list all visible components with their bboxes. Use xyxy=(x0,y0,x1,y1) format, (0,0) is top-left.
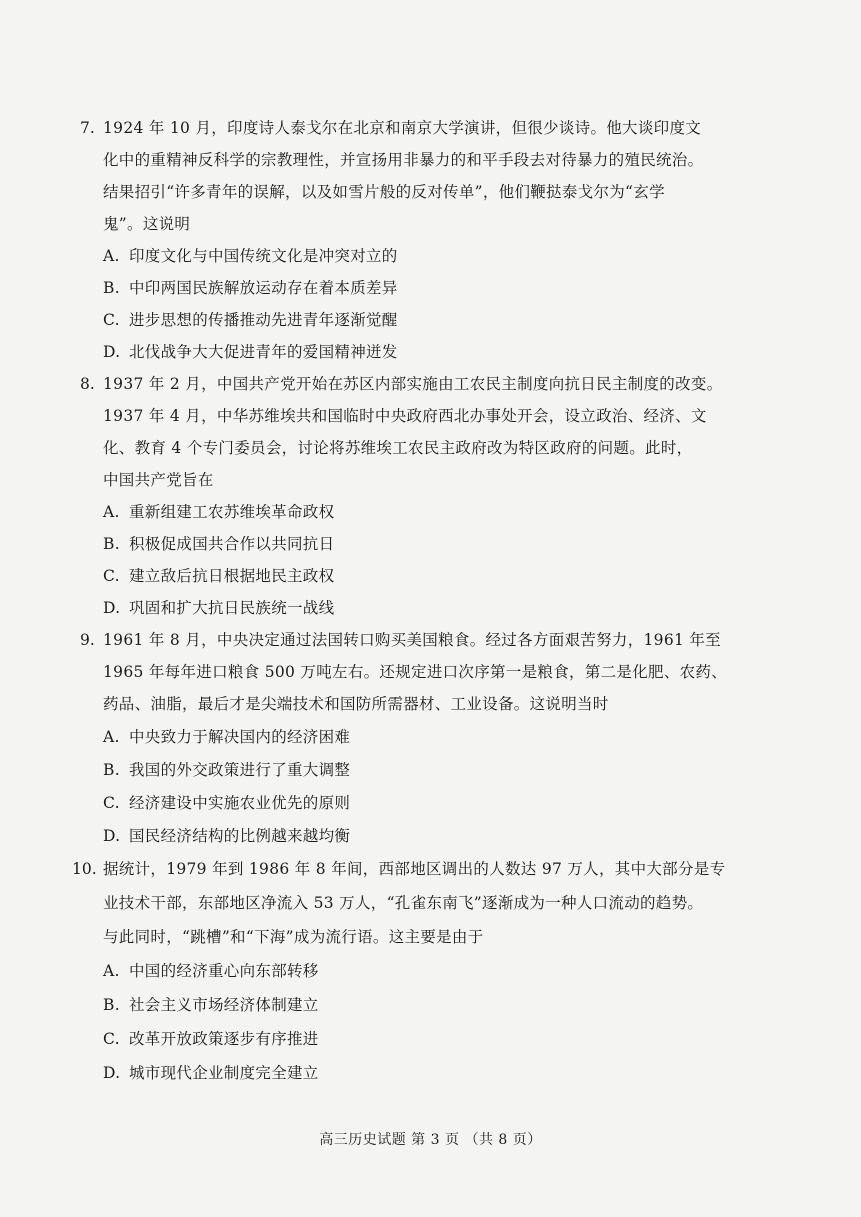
option-letter: D. xyxy=(103,827,121,845)
option-text: 城市现代企业制度完全建立 xyxy=(129,1064,319,1082)
option-c xyxy=(103,793,350,813)
question-stem-line: 药品、油脂，最后才是尖端技术和国防所需器材、工业设备。这说明当时 xyxy=(103,695,609,713)
option-text: 巩固和扩大抗日民族统一战线 xyxy=(129,599,335,617)
option-letter: C. xyxy=(103,1030,120,1048)
option-text: 我国的外交政策进行了重大调整 xyxy=(129,761,351,779)
option-text: 北伐战争大大促进青年的爱国精神迸发 xyxy=(129,343,398,361)
question-stem-line: 中国共产党旨在 xyxy=(103,471,214,489)
question-stem-line: 1965 年每年进口粮食 500 万吨左右。还规定进口次序第一是粮食，第二是化肥、农药、 xyxy=(103,663,728,681)
option-letter: C. xyxy=(103,311,120,329)
option-d xyxy=(103,1063,319,1083)
question-stem-line: 1937 年 2 月，中国共产党开始在苏区内部实施由工农民主制度向抗日民主制度的改变。 xyxy=(103,375,723,393)
option-c xyxy=(103,566,334,586)
option-text: 进步思想的传播推动先进青年逐渐觉醒 xyxy=(129,311,398,329)
option-letter: B. xyxy=(103,279,120,297)
option-a xyxy=(103,502,334,522)
question-stem-line: 业技术干部，东部地区净流入 53 万人，“孔雀东南飞”逐渐成为一种人口流动的趋势。 xyxy=(103,894,704,912)
question-stem-line: 据统计，1979 年到 1986 年 8 年间，西部地区调出的人数达 97 万人，其中大部分是专 xyxy=(103,860,726,878)
option-letter: D. xyxy=(103,1064,121,1082)
option-a xyxy=(103,727,350,747)
option-text: 改革开放政策逐步有序推进 xyxy=(129,1030,319,1048)
option-letter: B. xyxy=(103,761,120,779)
question-stem-line: 结果招引“许多青年的误解，以及如雪片般的反对传单”，他们鞭挞泰戈尔为“玄学 xyxy=(103,183,665,201)
option-text: 建立敌后抗日根据地民主政权 xyxy=(129,567,335,585)
option-text: 中国的经济重心向东部转移 xyxy=(129,962,319,980)
option-text: 重新组建工农苏维埃革命政权 xyxy=(129,503,335,521)
option-d xyxy=(103,342,398,362)
option-letter: D. xyxy=(103,343,121,361)
option-letter: A. xyxy=(103,962,120,980)
option-text: 中央致力于解决国内的经济困难 xyxy=(129,728,351,746)
option-letter: C. xyxy=(103,567,120,585)
option-letter: B. xyxy=(103,996,120,1014)
question-number: 8. xyxy=(80,375,95,393)
option-text: 中印两国民族解放运动存在着本质差异 xyxy=(129,279,398,297)
question-stem-line: 与此同时，“跳槽”和“下海”成为流行语。这主要是由于 xyxy=(103,928,484,946)
option-letter: A. xyxy=(103,503,120,521)
question-stem-line: 1937 年 4 月，中华苏维埃共和国临时中央政府西北办事处开会，设立政治、经济、文 xyxy=(103,407,707,425)
option-b xyxy=(103,278,398,298)
option-a xyxy=(103,961,319,981)
option-c xyxy=(103,310,398,330)
option-letter: A. xyxy=(103,728,120,746)
option-text: 印度文化与中国传统文化是冲突对立的 xyxy=(129,247,398,265)
option-text: 积极促成国共合作以共同抗日 xyxy=(129,535,335,553)
option-letter: C. xyxy=(103,794,120,812)
page-footer: 高三历史试题 第 3 页 （共 8 页） xyxy=(319,1132,542,1148)
option-b xyxy=(103,534,334,554)
option-text: 社会主义市场经济体制建立 xyxy=(129,996,319,1014)
question-number: 9. xyxy=(80,631,95,649)
question-stem-line: 鬼”。这说明 xyxy=(103,215,191,233)
option-c xyxy=(103,1029,319,1049)
option-text: 国民经济结构的比例越来越均衡 xyxy=(129,827,351,845)
question-stem-line: 化、教育 4 个专门委员会，讨论将苏维埃工农民主政府改为特区政府的问题。此时， xyxy=(103,439,693,457)
question-number: 7. xyxy=(80,119,95,137)
option-b xyxy=(103,995,319,1015)
option-d xyxy=(103,598,334,618)
option-letter: B. xyxy=(103,535,120,553)
option-a xyxy=(103,246,398,266)
option-text: 经济建设中实施农业优先的原则 xyxy=(129,794,351,812)
option-d xyxy=(103,826,350,846)
question-stem-line: 1924 年 10 月，印度诗人泰戈尔在北京和南京大学演讲，但很少谈诗。他大谈印度文 xyxy=(103,119,702,137)
option-b xyxy=(103,760,350,780)
question-number: 10. xyxy=(72,860,97,878)
option-letter: D. xyxy=(103,599,121,617)
option-letter: A. xyxy=(103,247,120,265)
question-stem-line: 化中的重精神反科学的宗教理性，并宣扬用非暴力的和平手段去对待暴力的殖民统治。 xyxy=(103,151,704,169)
question-stem-line: 1961 年 8 月，中央决定通过法国转口购买美国粮食。经过各方面艰苦努力，1961 年至 xyxy=(103,631,721,649)
